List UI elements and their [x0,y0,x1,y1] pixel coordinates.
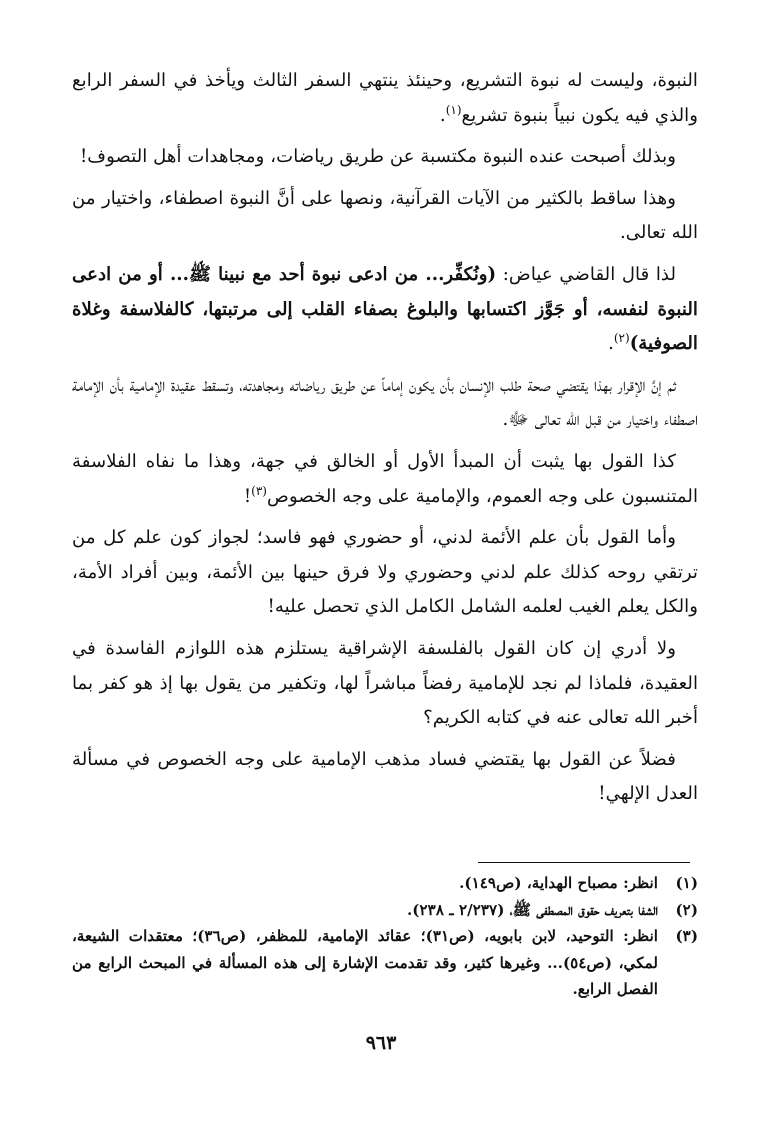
footnote-ref-1: (١) [445,102,462,117]
footnote-number: (١) [675,874,698,892]
footnote-number: (٣) [675,927,698,945]
paragraph-7: وأما القول بأن علم الأئمة لدني، أو حضوري فهو فاسد؛ لجواز كون علم كل من ترتقي روحه كذلك علم لدني وحضوري ولا فرق حينها بين الأئمة، وبين أفراد الأمة، والكل يعلم الغيب لعلمه الشامل الكامل الذي تحصل عليه! [72,527,698,618]
footnotes [72,870,698,1003]
footnote-2 [72,897,698,924]
footnote-1 [72,870,698,897]
page-number: ٩٦٣ [365,1032,397,1054]
paragraph-qadi-iyad: لذا قال القاضي عياض: (ونُكفِّر... من ادعى نبوة أحد مع نبينا ﷺ... أو من ادعى النبوة لنفسه، أو جَوَّز اكتسابها والبلوغ بصفاء القلب إلى مرتبتها، كالفلاسفة وغلاة الصوفية)$^{(٢)}$. [72,263,698,355]
paragraph-5: ثم إنَّ الإقرار بهذا يقتضي صحة طلب الإنسان بأن يكون إماماً عن طريق رياضاته ومجاهدته، وتسقط عقيدة الإمامية بأن الإمامة اصطفاء واختيار من قبل الله تعالى ﷻ. [72,374,698,431]
main-text [72,64,698,819]
footnote-divider [478,862,690,863]
footnote-number: (٢) [675,900,698,919]
footnote-text: انظر: مصباح الهداية، (ص١٤٩). [459,874,658,892]
footnote-3 [72,923,698,1003]
qadi-intro: لذا قال القاضي عياض: [496,263,677,285]
footnote-text: انظر: التوحيد، لابن بابويه، (ص٣١)؛ عقائد الإمامية، للمظفر، (ص٣٦)؛ معتقدات الشيعة، لمكي، (ص٥٤)... وغيرها كثير، وقد تقدمت الإشارة إلى هذه المسألة في المبحث الرابع من الفصل الرابع. [72,927,659,998]
qadi-quote: (ونُكفِّر... من ادعى نبوة أحد مع نبينا ﷺ... أو من ادعى النبوة لنفسه، أو جَوَّز اكتسابها والبلوغ بصفاء القلب إلى مرتبتها، كالفلاسفة وغلاة الصوفية) [72,263,698,355]
footnote-ref-3: (٣) [251,483,267,498]
footnote-ref-2: (٢) [613,331,630,346]
paragraph-3: وهذا ساقط بالكثير من الآيات القرآنية، ونصها على أنَّ النبوة اصطفاء، واختيار من الله تعالى. [72,187,698,244]
footnote-text: الشفا بتعريف حقوق المصطفى ﷺ، (٢/٢٣٧ ـ ٢٣٨). [407,900,658,919]
paragraph-8: ولا أدري إن كان القول بالفلسفة الإشراقية يستلزم هذه اللوازم الفاسدة في العقيدة، فلماذا لم نجد للإمامية رفضاً مباشراً لها، وتكفير من يقول بها إذ هو كفر بما أخبر الله تعالى عنه في كتابه الكريم؟ [72,637,698,729]
paragraph-2: وبذلك أصبحت عنده النبوة مكتسبة عن طريق رياضات، ومجاهدات أهل التصوف! [79,146,676,168]
paragraph-6: كذا القول بها يثبت أن المبدأ الأول أو الخالق في جهة، وهذا ما نفاه الفلاسفة المتنسبون على وجه العموم، والإمامية على وجه الخصوص$^{(٣)}$! [72,450,698,507]
paragraph-1: النبوة، وليست له نبوة التشريع، وحينئذ ينتهي السفر الثالث ويأخذ في السفر الرابع والذي فيه يكون نبياً بنبوة تشريع$^{(١)}$. [72,70,698,126]
paragraph-9: فضلاً عن القول بها يقتضي فساد مذهب الإمامية على وجه الخصوص في مسألة العدل الإلهي! [72,748,698,805]
